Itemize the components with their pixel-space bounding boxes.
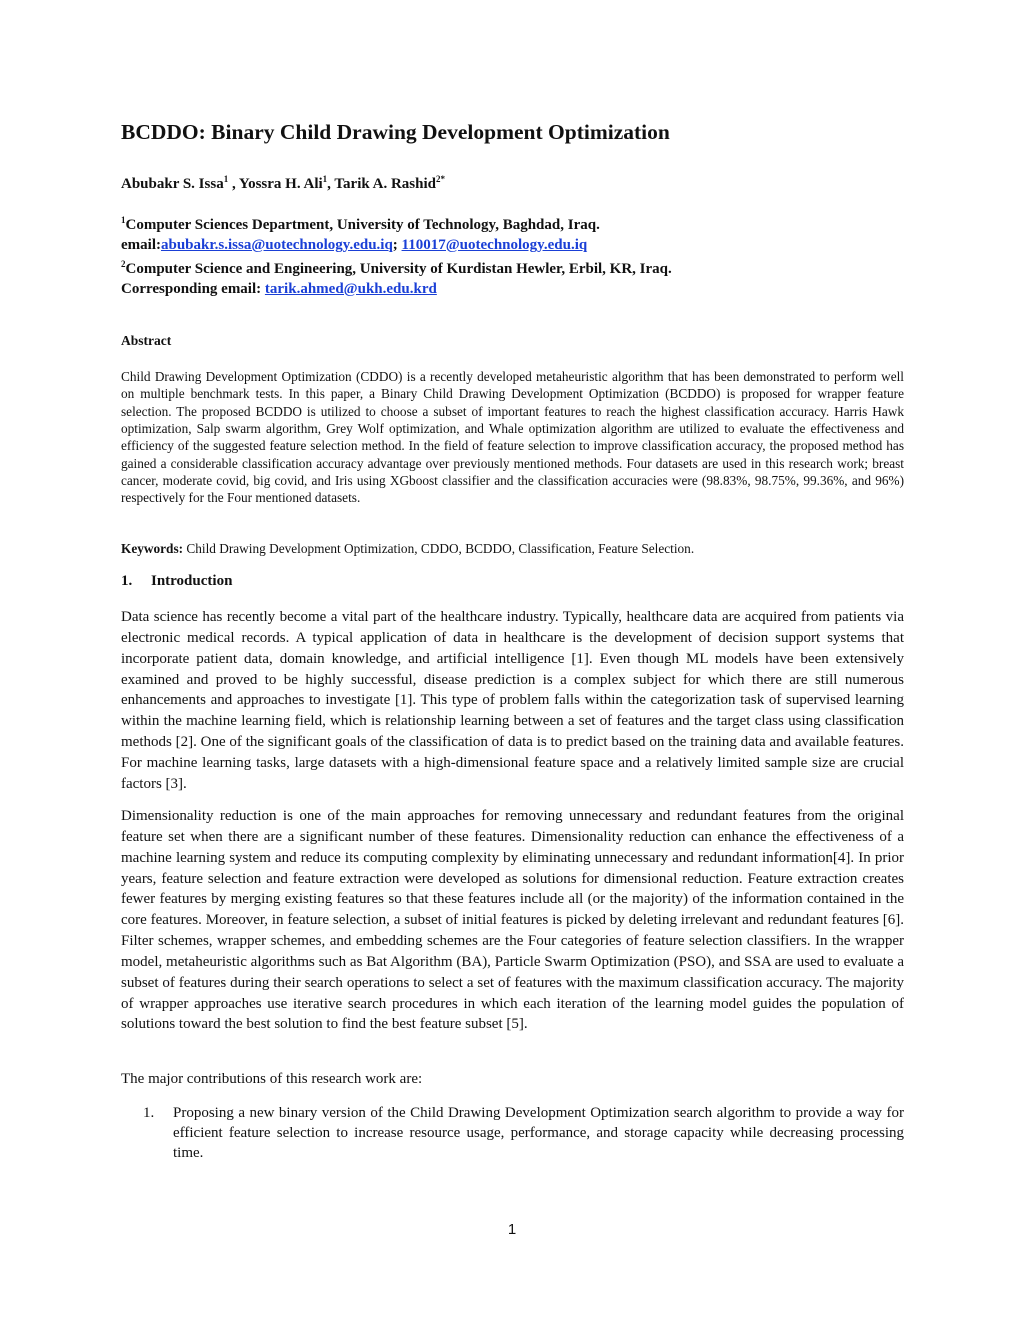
page-number: 1	[507, 1221, 517, 1238]
author-affiliation-mark: 1	[223, 174, 229, 184]
email-link-2[interactable]: 110017@uotechnology.edu.iq	[401, 236, 588, 253]
affiliation-text: Computer Sciences Department, University of Technology, Baghdad, Iraq.	[125, 217, 600, 233]
affiliations-block	[121, 211, 672, 299]
author-name: Tarik A. Rashid	[334, 176, 436, 192]
author-name: Abubakr S. Issa	[121, 176, 224, 192]
email-separator: ;	[392, 236, 402, 253]
author-separator: ,	[327, 176, 335, 192]
contributions-list	[121, 1103, 904, 1163]
email-label: email:	[121, 236, 161, 253]
body-paragraph: The major contributions of this research work are:	[121, 1071, 423, 1087]
section-number: 1.	[121, 573, 133, 589]
author-affiliation-mark: 2*	[435, 174, 445, 184]
keywords-text: Child Drawing Development Optimization, CDDO, BCDDO, Classification, Feature Selection.	[183, 541, 695, 556]
paper-title: BCDDO: Binary Child Drawing Development Optimization	[121, 120, 670, 144]
affiliation-text: Computer Science and Engineering, University of Kurdistan Hewler, Erbil, KR, Iraq.	[125, 261, 672, 277]
abstract-text: Child Drawing Development Optimization (CDDO) is a recently developed metaheuristic algorithm that has been demonstrated to perform well on multiple benchmark tests. In this paper, a Binary Child Drawing Development Optimization (BCDDO) is proposed for wrapper feature selection. The proposed BCDDO is utilized to choose a subset of important features to reach the highest classification accuracy. Harris Hawk optimization, Salp swarm algorithm, Grey Wolf optimization, and Whale optimization algorithm are utilized to evaluate the effectiveness and efficiency of the suggested feature selection method. In the field of feature selection to improve classification accuracy, the proposed method has gained a considerable classification accuracy advantage over previously mentioned methods. Four datasets are used in this research work; breast cancer, moderate covid, big covid, and Iris using XGboost classifier and the classification accuracies were (98.83%, 98.75%, 99.36%, and 96%) respectively for the Four mentioned datasets.	[121, 369, 904, 506]
author-affiliation-mark: 1	[322, 174, 328, 184]
keywords-line	[121, 541, 694, 557]
body-paragraph: Dimensionality reduction is one of the main approaches for removing unnecessary and redundant features from the original feature set when there are a significant number of these features. Dimensionality reduction can enhance the effectiveness of a machine learning system and reduce its computing complexity by eliminating unnecessary and redundant information[4]. In prior years, feature selection and feature extraction were developed as solutions for dimensional reduction. Feature extraction creates fewer features by merging existing features so that these features include all (or the majority) of the information contained in the core features. Moreover, in feature selection, a subset of initial features is picked by deleting irrelevant and redundant features [6]. Filter schemes, wrapper schemes, and embedding schemes are the Four categories of feature selection classifiers. In the wrapper model, metaheuristic algorithms such as Bat Algorithm (BA), Particle Swarm Optimization (PSO), and SSA are used to evaluate a subset of features during their search operations to select a set of features with the maximum classification accuracy. The majority of wrapper approaches use iterative search procedures in which each iteration of the learning model guides the population of solutions toward the best solution to find the best feature subset [5].	[121, 808, 904, 1033]
keywords-label: Keywords:	[121, 541, 184, 556]
author-list	[121, 174, 445, 193]
email-line	[121, 236, 672, 256]
abstract-heading: Abstract	[121, 333, 172, 348]
section-heading-introduction	[121, 573, 232, 590]
body-paragraph: Data science has recently become a vital part of the healthcare industry. Typically, healthcare data are acquired from patients via electronic medical records. A typical application of data in healthcare is the development of decision support systems that incorporate patient data, domain knowledge, and artificial intelligence [1]. Even though ML models have been extensively examined and proved to be highly successful, disease prediction is a complex subject for which there are still numerous enhancements and approaches to investigate [1]. This type of problem falls within the categorization task of supervised learning within the machine learning field, which is relationship learning between a set of features and the target class using classification methods [2]. One of the significant goals of the classification of data is to predict based on the training data and available features. For machine learning tasks, large datasets with a high-dimensional feature space and a relatively limited sample size are crucial factors [3].	[121, 609, 904, 792]
list-item-text: Proposing a new binary version of the Child Drawing Development Optimization search algorithm to provide a way for efficient feature selection to increase resource usage, performance, and storage capacity while decreasing processing time.	[173, 1105, 904, 1161]
affiliation-mark: 1	[121, 215, 126, 225]
affiliation-1	[121, 211, 672, 236]
corresponding-label: Corresponding email:	[121, 280, 265, 297]
affiliation-2	[121, 255, 672, 280]
list-item	[121, 1103, 904, 1163]
corresponding-email-line	[121, 280, 672, 300]
author-name: Yossra H. Ali	[238, 176, 323, 192]
affiliation-mark: 2	[121, 259, 126, 269]
list-item-number: 1.	[143, 1105, 155, 1121]
email-link-1[interactable]: abubakr.s.issa@uotechnology.edu.iq	[160, 236, 393, 253]
section-title: Introduction	[151, 573, 233, 589]
corresponding-email-link[interactable]: tarik.ahmed@ukh.edu.krd	[264, 280, 437, 297]
author-separator: ,	[228, 176, 239, 192]
